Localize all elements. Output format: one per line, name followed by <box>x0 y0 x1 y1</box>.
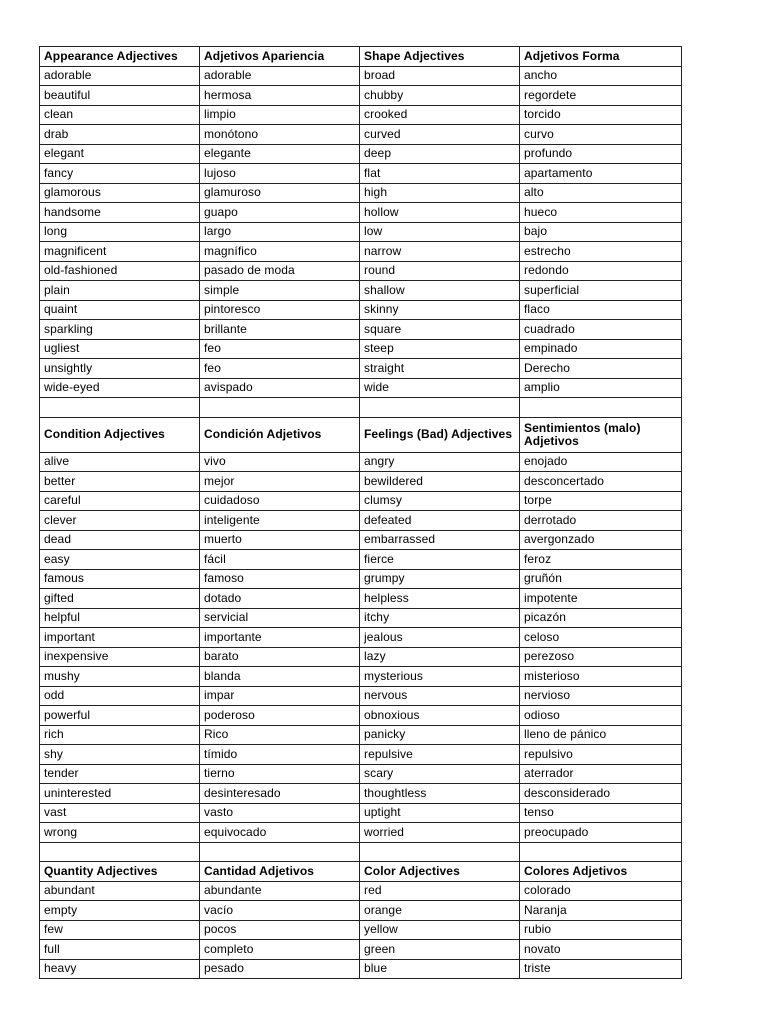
english-word-cell: inexpensive <box>40 647 200 667</box>
spanish-word-cell: dotado <box>200 589 360 609</box>
table-row <box>40 452 682 472</box>
spanish-word-cell: famoso <box>200 569 360 589</box>
spanish-word-cell: desconcertado <box>520 472 682 492</box>
spanish-word-cell: celoso <box>520 628 682 648</box>
spanish-word-cell: Derecho <box>520 359 682 379</box>
english-word-cell: nervous <box>360 686 520 706</box>
english-word-cell: defeated <box>360 511 520 531</box>
english-word-cell: magnificent <box>40 242 200 262</box>
spanish-word-cell: regordete <box>520 86 682 106</box>
table-row <box>40 823 682 843</box>
english-word-cell: drab <box>40 125 200 145</box>
empty-cell <box>40 398 200 418</box>
english-word-cell: clean <box>40 105 200 125</box>
english-word-cell: sparkling <box>40 320 200 340</box>
spanish-word-cell: empinado <box>520 339 682 359</box>
column-header: Shape Adjectives <box>360 47 520 67</box>
spanish-word-cell: redondo <box>520 261 682 281</box>
spanish-word-cell: superficial <box>520 281 682 301</box>
spanish-word-cell: tenso <box>520 803 682 823</box>
table-row <box>40 378 682 398</box>
spanish-word-cell: ancho <box>520 66 682 86</box>
english-word-cell: plain <box>40 281 200 301</box>
spanish-word-cell: novato <box>520 940 682 960</box>
spanish-word-cell: torcido <box>520 105 682 125</box>
english-word-cell: narrow <box>360 242 520 262</box>
english-word-cell: grumpy <box>360 569 520 589</box>
english-word-cell: deep <box>360 144 520 164</box>
english-word-cell: mysterious <box>360 667 520 687</box>
english-word-cell: beautiful <box>40 86 200 106</box>
english-word-cell: blue <box>360 959 520 979</box>
table-row <box>40 222 682 242</box>
column-header: Cantidad Adjetivos <box>200 862 360 882</box>
spanish-word-cell: amplio <box>520 378 682 398</box>
english-word-cell: thoughtless <box>360 784 520 804</box>
table-row <box>40 281 682 301</box>
spanish-word-cell: desinteresado <box>200 784 360 804</box>
spanish-word-cell: cuadrado <box>520 320 682 340</box>
english-word-cell: few <box>40 920 200 940</box>
english-word-cell: chubby <box>360 86 520 106</box>
spanish-word-cell: enojado <box>520 452 682 472</box>
english-word-cell: wrong <box>40 823 200 843</box>
english-word-cell: mushy <box>40 667 200 687</box>
english-word-cell: careful <box>40 491 200 511</box>
spanish-word-cell: servicial <box>200 608 360 628</box>
empty-cell <box>40 842 200 862</box>
table-row <box>40 881 682 901</box>
column-header: Feelings (Bad) Adjectives <box>360 417 520 452</box>
spanish-word-cell: barato <box>200 647 360 667</box>
table-row <box>40 550 682 570</box>
english-word-cell: vast <box>40 803 200 823</box>
english-word-cell: panicky <box>360 725 520 745</box>
spanish-word-cell: rubio <box>520 920 682 940</box>
spanish-word-cell: simple <box>200 281 360 301</box>
spanish-word-cell: largo <box>200 222 360 242</box>
spanish-word-cell: colorado <box>520 881 682 901</box>
table-row <box>40 628 682 648</box>
english-word-cell: glamorous <box>40 183 200 203</box>
english-word-cell: full <box>40 940 200 960</box>
english-word-cell: ugliest <box>40 339 200 359</box>
english-word-cell: red <box>360 881 520 901</box>
table-row <box>40 86 682 106</box>
table-row <box>40 144 682 164</box>
spanish-word-cell: estrecho <box>520 242 682 262</box>
spanish-word-cell: inteligente <box>200 511 360 531</box>
spanish-word-cell: elegante <box>200 144 360 164</box>
english-word-cell: wide <box>360 378 520 398</box>
english-word-cell: fancy <box>40 164 200 184</box>
english-word-cell: famous <box>40 569 200 589</box>
english-word-cell: angry <box>360 452 520 472</box>
english-word-cell: shy <box>40 745 200 765</box>
spanish-word-cell: monótono <box>200 125 360 145</box>
spanish-word-cell: feo <box>200 339 360 359</box>
spanish-word-cell: preocupado <box>520 823 682 843</box>
spanish-word-cell: brillante <box>200 320 360 340</box>
spanish-word-cell: limpio <box>200 105 360 125</box>
table-row <box>40 686 682 706</box>
section-header-row <box>40 47 682 67</box>
english-word-cell: clumsy <box>360 491 520 511</box>
english-word-cell: handsome <box>40 203 200 223</box>
english-word-cell: clever <box>40 511 200 531</box>
table-row <box>40 959 682 979</box>
english-word-cell: bewildered <box>360 472 520 492</box>
spanish-word-cell: alto <box>520 183 682 203</box>
table-row <box>40 667 682 687</box>
table-row <box>40 569 682 589</box>
english-word-cell: lazy <box>360 647 520 667</box>
english-word-cell: powerful <box>40 706 200 726</box>
column-header: Appearance Adjectives <box>40 47 200 67</box>
spanish-word-cell: misterioso <box>520 667 682 687</box>
spacer-row <box>40 398 682 418</box>
table-row <box>40 339 682 359</box>
empty-cell <box>360 842 520 862</box>
spanish-word-cell: desconsiderado <box>520 784 682 804</box>
table-row <box>40 940 682 960</box>
english-word-cell: low <box>360 222 520 242</box>
spanish-word-cell: impotente <box>520 589 682 609</box>
spanish-word-cell: tierno <box>200 764 360 784</box>
empty-cell <box>520 842 682 862</box>
spanish-word-cell: completo <box>200 940 360 960</box>
spanish-word-cell: impar <box>200 686 360 706</box>
table-row <box>40 745 682 765</box>
english-word-cell: odd <box>40 686 200 706</box>
spanish-word-cell: picazón <box>520 608 682 628</box>
spanish-word-cell: odioso <box>520 706 682 726</box>
table-row <box>40 589 682 609</box>
english-word-cell: flat <box>360 164 520 184</box>
english-word-cell: unsightly <box>40 359 200 379</box>
english-word-cell: better <box>40 472 200 492</box>
english-word-cell: steep <box>360 339 520 359</box>
english-word-cell: heavy <box>40 959 200 979</box>
table-row <box>40 530 682 550</box>
column-header: Condición Adjetivos <box>200 417 360 452</box>
spanish-word-cell: hermosa <box>200 86 360 106</box>
english-word-cell: empty <box>40 901 200 921</box>
english-word-cell: hollow <box>360 203 520 223</box>
spanish-word-cell: lleno de pánico <box>520 725 682 745</box>
table-row <box>40 725 682 745</box>
english-word-cell: dead <box>40 530 200 550</box>
spanish-word-cell: muerto <box>200 530 360 550</box>
empty-cell <box>520 398 682 418</box>
table-row <box>40 647 682 667</box>
spanish-word-cell: guapo <box>200 203 360 223</box>
english-word-cell: orange <box>360 901 520 921</box>
spanish-word-cell: Naranja <box>520 901 682 921</box>
english-word-cell: old-fashioned <box>40 261 200 281</box>
spanish-word-cell: torpe <box>520 491 682 511</box>
spanish-word-cell: curvo <box>520 125 682 145</box>
table-row <box>40 66 682 86</box>
spanish-word-cell: pasado de moda <box>200 261 360 281</box>
spacer-row <box>40 842 682 862</box>
vocabulary-table <box>39 46 682 979</box>
spanish-word-cell: fácil <box>200 550 360 570</box>
column-header: Adjetivos Forma <box>520 47 682 67</box>
table-row <box>40 320 682 340</box>
table-row <box>40 359 682 379</box>
english-word-cell: uptight <box>360 803 520 823</box>
english-word-cell: jealous <box>360 628 520 648</box>
english-word-cell: skinny <box>360 300 520 320</box>
spanish-word-cell: equivocado <box>200 823 360 843</box>
english-word-cell: important <box>40 628 200 648</box>
vocabulary-table-body <box>40 47 682 979</box>
table-row <box>40 261 682 281</box>
empty-cell <box>200 398 360 418</box>
spanish-word-cell: apartamento <box>520 164 682 184</box>
table-row <box>40 164 682 184</box>
english-word-cell: high <box>360 183 520 203</box>
table-row <box>40 608 682 628</box>
spanish-word-cell: feo <box>200 359 360 379</box>
spanish-word-cell: abundante <box>200 881 360 901</box>
english-word-cell: curved <box>360 125 520 145</box>
english-word-cell: straight <box>360 359 520 379</box>
spanish-word-cell: feroz <box>520 550 682 570</box>
english-word-cell: repulsive <box>360 745 520 765</box>
spanish-word-cell: vacío <box>200 901 360 921</box>
english-word-cell: green <box>360 940 520 960</box>
spanish-word-cell: pintoresco <box>200 300 360 320</box>
english-word-cell: scary <box>360 764 520 784</box>
column-header: Color Adjectives <box>360 862 520 882</box>
english-word-cell: gifted <box>40 589 200 609</box>
english-word-cell: quaint <box>40 300 200 320</box>
table-row <box>40 901 682 921</box>
english-word-cell: uninterested <box>40 784 200 804</box>
table-row <box>40 203 682 223</box>
english-word-cell: tender <box>40 764 200 784</box>
spanish-word-cell: pesado <box>200 959 360 979</box>
table-row <box>40 706 682 726</box>
english-word-cell: abundant <box>40 881 200 901</box>
empty-cell <box>360 398 520 418</box>
english-word-cell: shallow <box>360 281 520 301</box>
english-word-cell: helpful <box>40 608 200 628</box>
spanish-word-cell: pocos <box>200 920 360 940</box>
spanish-word-cell: gruñón <box>520 569 682 589</box>
english-word-cell: itchy <box>360 608 520 628</box>
column-header: Sentimientos (malo) Adjetivos <box>520 417 682 452</box>
table-row <box>40 125 682 145</box>
english-word-cell: broad <box>360 66 520 86</box>
spanish-word-cell: magnífico <box>200 242 360 262</box>
english-word-cell: adorable <box>40 66 200 86</box>
english-word-cell: rich <box>40 725 200 745</box>
empty-cell <box>200 842 360 862</box>
spanish-word-cell: aterrador <box>520 764 682 784</box>
section-header-row <box>40 417 682 452</box>
english-word-cell: worried <box>360 823 520 843</box>
english-word-cell: helpless <box>360 589 520 609</box>
english-word-cell: obnoxious <box>360 706 520 726</box>
table-row <box>40 920 682 940</box>
table-row <box>40 803 682 823</box>
spanish-word-cell: nervioso <box>520 686 682 706</box>
english-word-cell: long <box>40 222 200 242</box>
spanish-word-cell: lujoso <box>200 164 360 184</box>
spanish-word-cell: bajo <box>520 222 682 242</box>
spanish-word-cell: perezoso <box>520 647 682 667</box>
section-header-row <box>40 862 682 882</box>
table-row <box>40 183 682 203</box>
table-row <box>40 784 682 804</box>
english-word-cell: square <box>360 320 520 340</box>
table-row <box>40 764 682 784</box>
table-row <box>40 105 682 125</box>
column-header: Adjetivos Apariencia <box>200 47 360 67</box>
spanish-word-cell: avergonzado <box>520 530 682 550</box>
column-header: Colores Adjetivos <box>520 862 682 882</box>
spanish-word-cell: avispado <box>200 378 360 398</box>
spanish-word-cell: Rico <box>200 725 360 745</box>
english-word-cell: easy <box>40 550 200 570</box>
spanish-word-cell: vivo <box>200 452 360 472</box>
spanish-word-cell: cuidadoso <box>200 491 360 511</box>
english-word-cell: embarrassed <box>360 530 520 550</box>
spanish-word-cell: vasto <box>200 803 360 823</box>
spanish-word-cell: importante <box>200 628 360 648</box>
english-word-cell: round <box>360 261 520 281</box>
spanish-word-cell: poderoso <box>200 706 360 726</box>
column-header: Quantity Adjectives <box>40 862 200 882</box>
column-header: Condition Adjectives <box>40 417 200 452</box>
table-row <box>40 300 682 320</box>
english-word-cell: crooked <box>360 105 520 125</box>
spanish-word-cell: flaco <box>520 300 682 320</box>
table-row <box>40 491 682 511</box>
spanish-word-cell: profundo <box>520 144 682 164</box>
spanish-word-cell: tímido <box>200 745 360 765</box>
spanish-word-cell: derrotado <box>520 511 682 531</box>
spanish-word-cell: mejor <box>200 472 360 492</box>
english-word-cell: wide-eyed <box>40 378 200 398</box>
spanish-word-cell: hueco <box>520 203 682 223</box>
spanish-word-cell: triste <box>520 959 682 979</box>
spanish-word-cell: blanda <box>200 667 360 687</box>
spanish-word-cell: repulsivo <box>520 745 682 765</box>
english-word-cell: yellow <box>360 920 520 940</box>
spanish-word-cell: glamuroso <box>200 183 360 203</box>
spanish-word-cell: adorable <box>200 66 360 86</box>
english-word-cell: elegant <box>40 144 200 164</box>
table-row <box>40 242 682 262</box>
table-row <box>40 472 682 492</box>
english-word-cell: fierce <box>360 550 520 570</box>
english-word-cell: alive <box>40 452 200 472</box>
table-row <box>40 511 682 531</box>
